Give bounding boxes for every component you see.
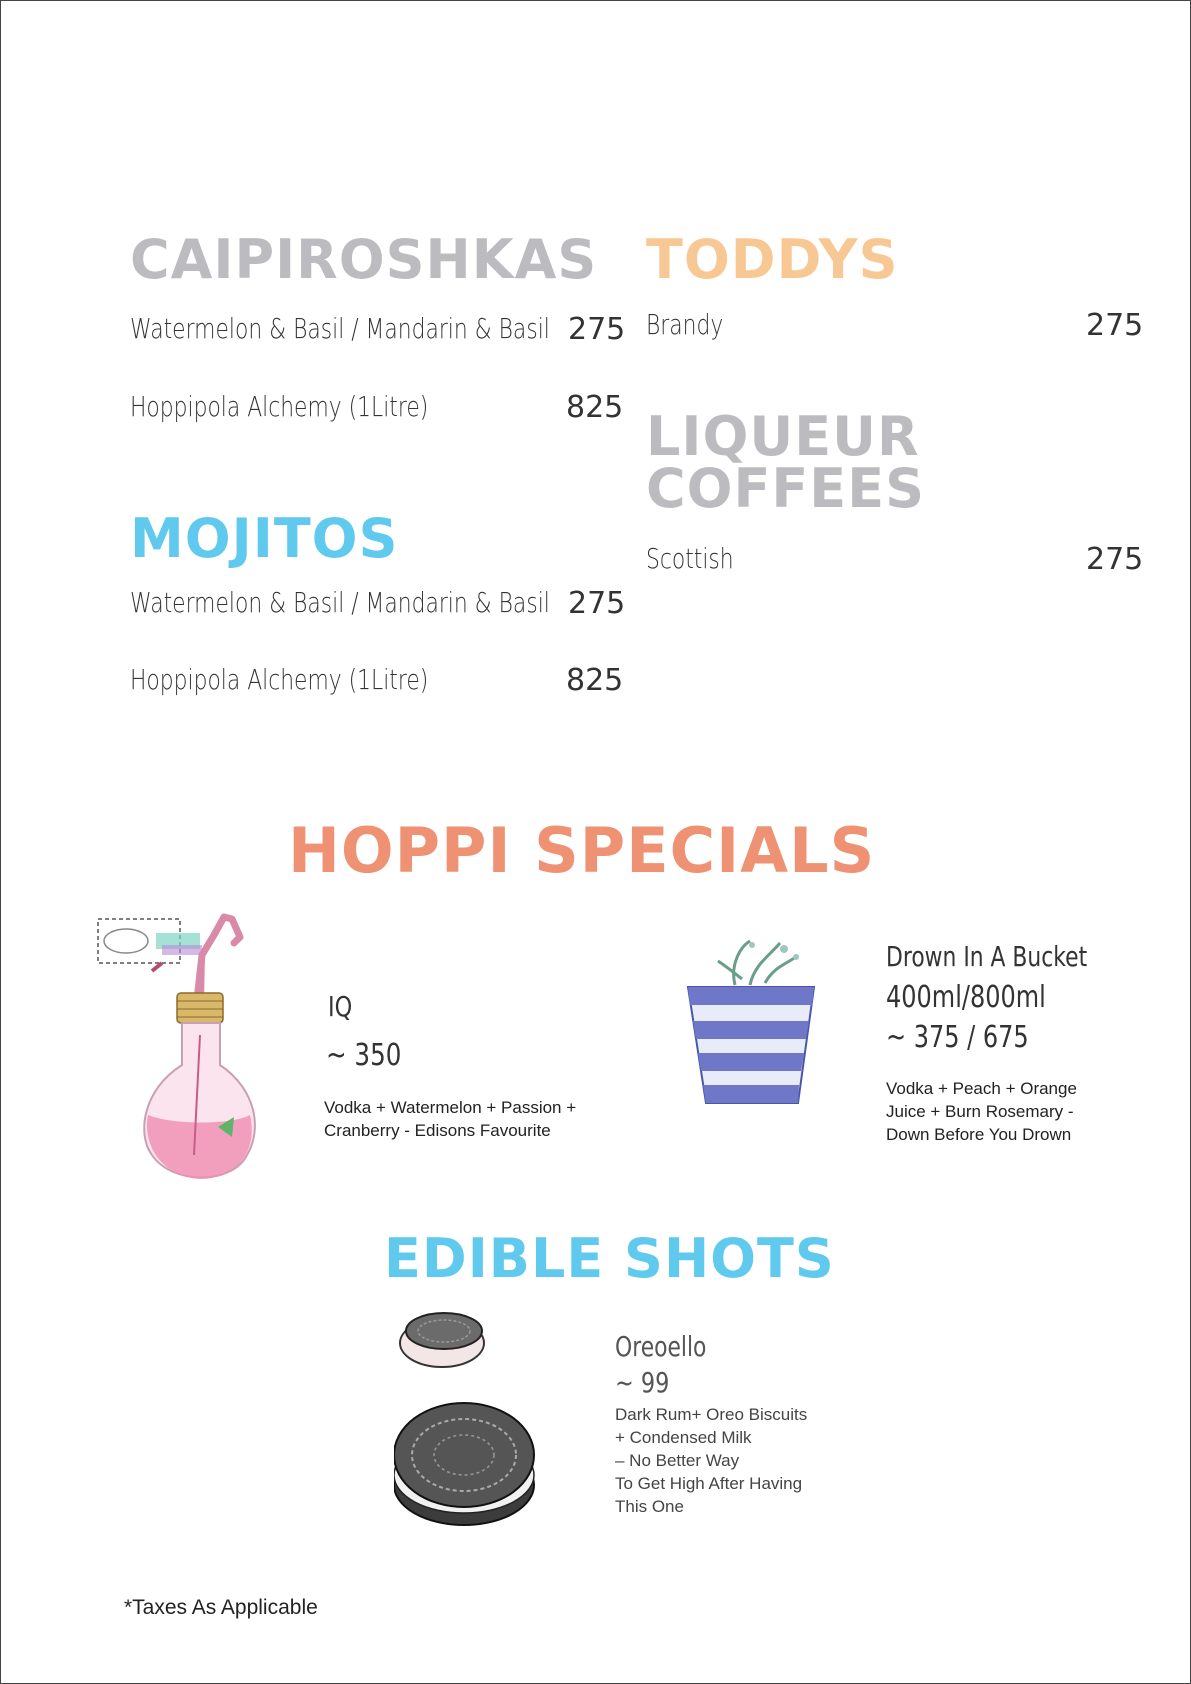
oreoello-name: Oreoello bbox=[615, 1330, 707, 1363]
drown-desc-line2: Juice + Burn Rosemary - bbox=[886, 1102, 1074, 1121]
iq-desc-line2: Cranberry - Edisons Favourite bbox=[324, 1121, 551, 1140]
iq-price: ~ 350 bbox=[326, 1038, 402, 1073]
oreoello-desc-line5: This One bbox=[615, 1497, 684, 1516]
mojitos-item-2-price: 825 bbox=[566, 663, 624, 698]
iq-description bbox=[324, 1096, 576, 1142]
oreoello-desc-line1: Dark Rum+ Oreo Biscuits bbox=[615, 1405, 808, 1424]
bucket-drink-illustration bbox=[680, 935, 830, 1115]
oreoello-desc-line3: – No Better Way bbox=[615, 1451, 740, 1470]
oreo-cookies-illustration bbox=[394, 1305, 544, 1530]
edible-shots-heading: EDIBLE SHOTS bbox=[384, 1227, 835, 1290]
hoppi-specials-heading: HOPPI SPECIALS bbox=[288, 814, 876, 887]
mojitos-item-2-name: Hoppipola Alchemy (1Litre) bbox=[130, 663, 429, 696]
caipiroshkas-item-2-name: Hoppipola Alchemy (1Litre) bbox=[130, 390, 429, 423]
iq-name: IQ bbox=[328, 990, 353, 1023]
iq-desc-line1: Vodka + Watermelon + Passion + bbox=[324, 1098, 577, 1117]
liqueur-coffees-heading-line1: LIQUEUR bbox=[646, 405, 920, 468]
mojitos-item-1-name: Watermelon & Basil / Mandarin & Basil bbox=[130, 586, 550, 619]
lightbulb-bottle-illustration bbox=[82, 905, 282, 1195]
liqueur-coffees-heading-line2: COFFEES bbox=[646, 457, 925, 520]
oreoello-price: ~ 99 bbox=[615, 1366, 670, 1399]
toddys-item-1-name: Brandy bbox=[646, 308, 724, 341]
caipiroshkas-item-1-price: 275 bbox=[568, 312, 626, 347]
drown-name: Drown In A Bucket bbox=[886, 940, 1088, 973]
mojitos-heading: MOJITOS bbox=[130, 507, 399, 570]
liqueur-coffees-item-1-name: Scottish bbox=[646, 542, 734, 575]
taxes-note: *Taxes As Applicable bbox=[124, 1596, 318, 1619]
oreoello-desc-line4: To Get High After Having bbox=[615, 1474, 803, 1493]
mojitos-item-1-price: 275 bbox=[568, 586, 626, 621]
toddys-item-1-price: 275 bbox=[1086, 308, 1144, 343]
drown-desc-line1: Vodka + Peach + Orange bbox=[886, 1079, 1077, 1098]
drown-price: ~ 375 / 675 bbox=[886, 1020, 1029, 1055]
toddys-heading: TODDYS bbox=[646, 228, 899, 291]
liqueur-coffees-item-1-price: 275 bbox=[1086, 542, 1144, 577]
oreoello-description bbox=[615, 1403, 807, 1518]
oreoello-desc-line2: + Condensed Milk bbox=[615, 1428, 752, 1447]
drown-size: 400ml/800ml bbox=[886, 980, 1046, 1015]
caipiroshkas-item-1-name: Watermelon & Basil / Mandarin & Basil bbox=[130, 312, 550, 345]
drown-desc-line3: Down Before You Drown bbox=[886, 1125, 1072, 1144]
drown-description bbox=[886, 1077, 1077, 1146]
caipiroshkas-item-2-price: 825 bbox=[566, 390, 624, 425]
caipiroshkas-heading: CAIPIROSHKAS bbox=[130, 228, 598, 291]
